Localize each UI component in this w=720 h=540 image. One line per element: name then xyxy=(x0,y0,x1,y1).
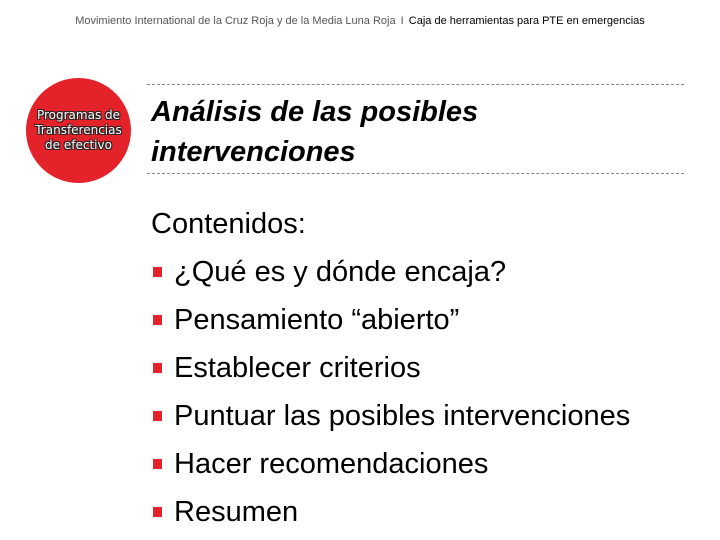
square-bullet-icon xyxy=(153,507,162,517)
list-item-text: Hacer recomendaciones xyxy=(174,448,489,480)
badge-line-2: Transferencias xyxy=(35,123,122,137)
title-bottom-divider xyxy=(147,173,684,174)
slide-title-line-2: intervenciones xyxy=(151,136,356,168)
list-item-text: Establecer criterios xyxy=(174,352,421,384)
square-bullet-icon xyxy=(153,267,162,277)
organization-name: Movimiento International de la Cruz Roja y de la Media Luna Roja xyxy=(75,15,396,27)
list-item-text: Puntuar las posibles intervenciones xyxy=(174,400,631,432)
square-bullet-icon xyxy=(153,459,162,469)
header-separator: I xyxy=(400,15,404,27)
section-badge-label xyxy=(35,108,122,153)
toolkit-name: Caja de herramientas para PTE en emergencias xyxy=(408,15,645,27)
list-item-text: Pensamiento “abierto” xyxy=(174,304,460,336)
list-item xyxy=(151,344,630,392)
contents-list xyxy=(151,248,630,536)
list-item xyxy=(151,488,630,536)
square-bullet-icon xyxy=(153,411,162,421)
list-item xyxy=(151,440,630,488)
contents-heading: Contenidos: xyxy=(151,208,306,240)
list-item xyxy=(151,296,630,344)
contents-section xyxy=(151,200,630,536)
badge-line-3: de efectivo xyxy=(45,138,112,152)
title-top-divider xyxy=(147,84,684,85)
slide-title-line-1: Análisis de las posibles xyxy=(151,96,479,128)
square-bullet-icon xyxy=(153,363,162,373)
slide-title xyxy=(151,92,681,172)
list-item xyxy=(151,248,630,296)
badge-line-1: Programas de xyxy=(36,108,121,122)
list-item xyxy=(151,392,630,440)
list-item-text: ¿Qué es y dónde encaja? xyxy=(174,256,507,288)
square-bullet-icon xyxy=(153,315,162,325)
section-badge xyxy=(26,78,131,183)
slide-header xyxy=(0,15,720,27)
list-item-text: Resumen xyxy=(174,496,299,528)
